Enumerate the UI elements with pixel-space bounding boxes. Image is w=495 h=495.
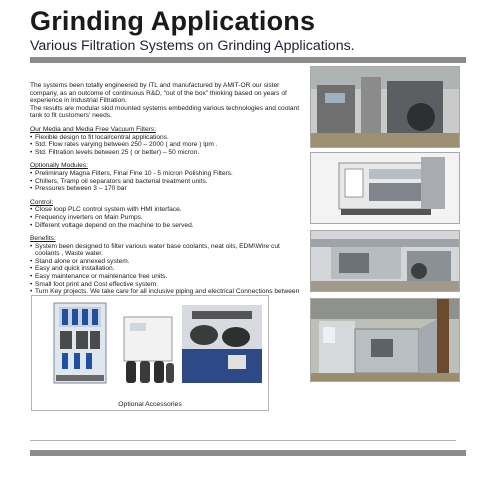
top-divider-bar [30,57,466,63]
list-item: • Preliminary Magna Filters, Final Fine 10 - 5 micron Polishing Filters. [30,170,302,178]
section-heading-benefits: Benefits: [30,235,56,243]
control-list [30,206,302,229]
list-item: • Different voltage depend on the machine to be served. [30,222,302,230]
page-subtitle: Various Filtration Systems on Grinding Applications. [30,38,355,54]
intro-paragraph-2: The results are modular skid mounted systems embedding various technologies and coolant tank to fit customers' needs. [30,104,300,120]
list-item: • Frequency inverters on Main Pumps. [30,214,302,222]
modules-list [30,170,302,193]
thin-divider-line [30,440,456,441]
filters-list [30,134,302,157]
photo-2 [310,152,460,224]
photo-3 [310,230,460,292]
list-item: • Turn Key projects. We take care for all inclusive piping and electrical Connections between [30,288,302,303]
list-item: • Close loop PLC control system with HMI interface. [30,206,302,214]
section-heading-filters: Our Media and Media Free Vacuum Filters: [30,125,156,133]
bottom-divider-bar [30,450,466,456]
text-content [30,82,302,303]
accessories-panel [31,295,269,411]
accessories-caption: Optional Accessories [118,401,182,408]
list-item: • Flexible design to fit local/central applications. [30,134,302,142]
list-item: • Easy maintenance or maintenance free units. [30,273,302,281]
accessories-photo [32,299,268,394]
list-item: • Small foot print and Cost effective system. [30,281,302,289]
list-item: • Std. Filtration levels between 25 ( or better) – 50 micron. [30,149,302,157]
list-item: • System been designed to filter various water base coolants, neat oils, EDM\Wire cut coolants , Waste water. [30,243,302,258]
section-heading-modules: Optionally Modules: [30,162,88,170]
list-item: • Chillers, Tramp oil separators and bacterial treatment units. [30,178,302,186]
section-heading-control: Control: [30,198,54,206]
photo-1 [310,66,460,148]
page-title: Grinding Applications [30,6,316,36]
list-item: • Std. Flow rates varying between 250 – 2000 ( and more ) lpm . [30,141,302,149]
list-item: • Easy and quick installation. [30,265,302,273]
list-item: • Stand alone or annexed system. [30,258,302,266]
photo-4 [310,298,460,382]
list-item: • Pressures between 3 – 170 bar [30,185,302,193]
intro-paragraph-1: The systems been totally engineered by ITL and manufactured by AMIT-OR our sister company, as an outcome of continuous R&D, “out of the box” thinking based on years of experience in Industrial Filtration. [30,82,287,105]
